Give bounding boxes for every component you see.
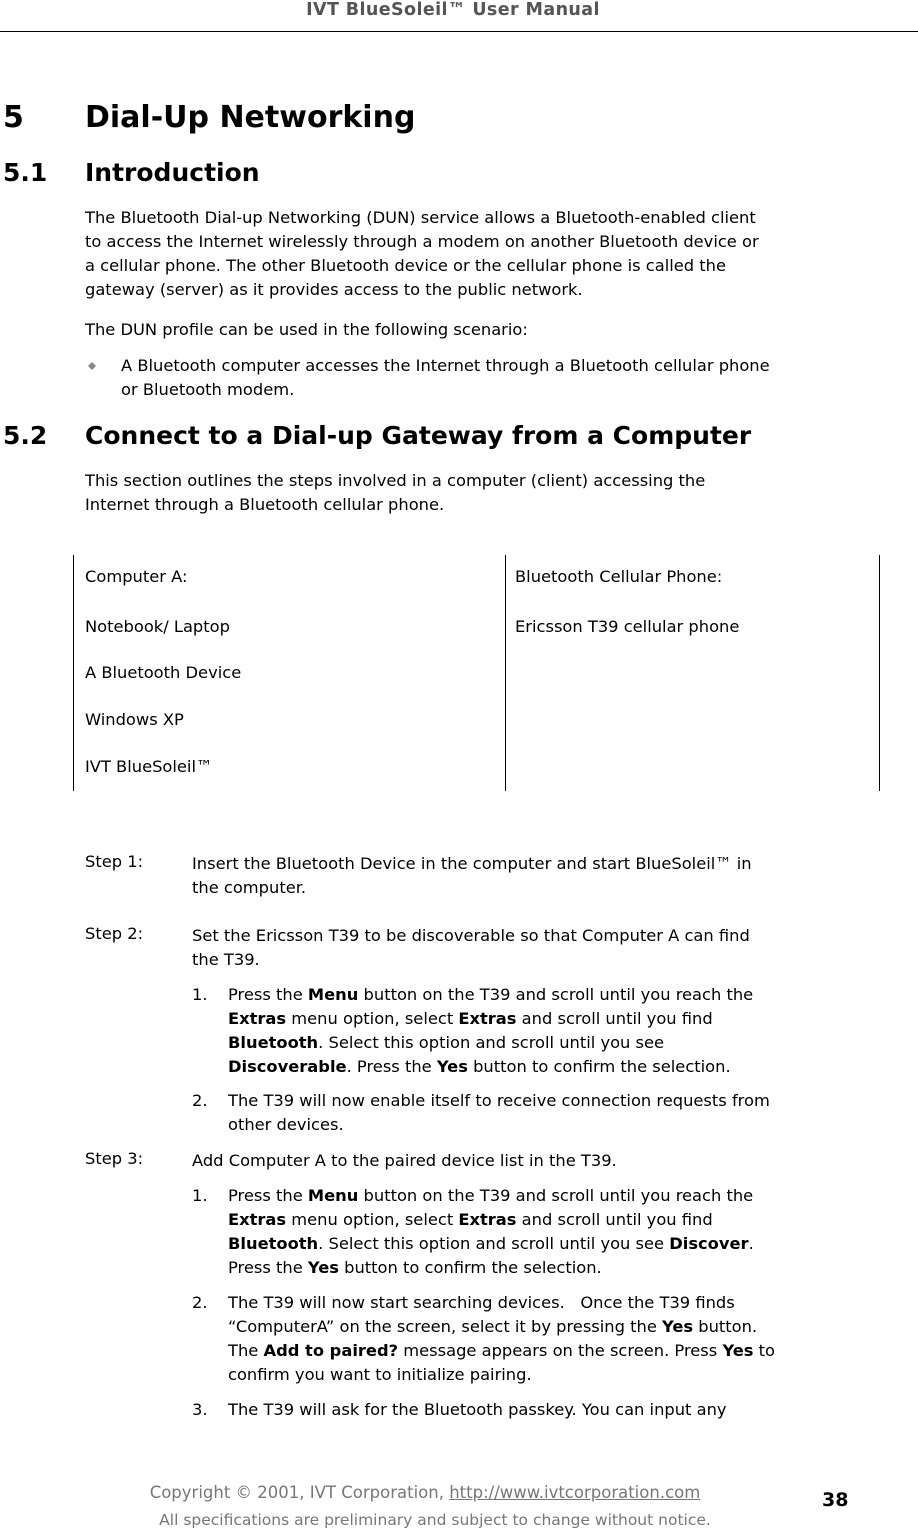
chapter-number: 5 [3,100,24,135]
table-cell: Notebook/ Laptop [85,617,230,636]
table-cell: Computer A: [85,567,188,586]
text-line: Insert the Bluetooth Device in the computer and start BlueSoleil™ in [192,854,752,873]
item-number: 3. [192,1400,208,1419]
text-line: Internet through a Bluetooth cellular phone. [85,495,445,514]
table-cell: Bluetooth Cellular Phone: [515,567,723,586]
item-number: 1. [192,985,208,1004]
text-line: gateway (server) as it provides access to the public network. [85,280,583,299]
section-number: 5.2 [3,421,48,450]
step-label: Step 2: [85,924,144,943]
chapter-title: Dial-Up Networking [85,100,416,135]
section-paragraph [85,469,905,517]
section-title: Introduction [85,158,260,187]
text-line: or Bluetooth modem. [121,380,295,399]
copyright-text: Copyright © 2001, IVT Corporation, [149,1483,450,1502]
item-number: 1. [192,1186,208,1205]
step-item [228,1291,878,1387]
text-line: a cellular phone. The other Bluetooth device or the cellular phone is called the [85,256,726,275]
step-label: Step 1: [85,852,144,871]
bullet-icon [88,362,96,370]
text-line: Bluetooth. Select this option and scroll until you see Discover. [228,1234,754,1253]
text-line: The T39 will now enable itself to receive connection requests from [228,1091,770,1110]
table-cell: A Bluetooth Device [85,663,242,682]
text-line: the computer. [192,878,307,897]
table-cell: Windows XP [85,710,184,729]
step-text: Add Computer A to the paired device list in the T39. [192,1151,617,1170]
text-line: Extras menu option, select Extras and scroll until you find [228,1210,713,1229]
text-line: The Bluetooth Dial-up Networking (DUN) service allows a Bluetooth-enabled client [85,208,756,227]
table-cell: IVT BlueSoleil™ [85,757,213,776]
text-line: The T39 will now start searching devices. Once the T39 finds [228,1293,735,1312]
step-label: Step 3: [85,1149,144,1168]
section-title: Connect to a Dial-up Gateway from a Computer [85,421,752,450]
step-item [228,1089,878,1137]
footer-copyright [0,1483,850,1502]
text-line: “ComputerA” on the screen, select it by pressing the Yes button. [228,1317,758,1336]
text-line: Set the Ericsson T39 to be discoverable so that Computer A can find [192,926,750,945]
table-border-right [879,555,880,791]
intro-paragraph [85,206,915,302]
bullet-item [121,354,911,402]
text-line: Discoverable. Press the Yes button to confirm the selection. [228,1057,731,1076]
section-number: 5.1 [3,158,48,187]
page-number: 38 [822,1489,849,1511]
text-line: This section outlines the steps involved in a computer (client) accessing the [85,471,706,490]
step-item [228,983,878,1079]
step-item: The T39 will ask for the Bluetooth passkey. You can input any [228,1400,727,1419]
step-item [228,1184,878,1280]
item-number: 2. [192,1091,208,1110]
item-number: 2. [192,1293,208,1312]
footer-notice: All specifications are preliminary and subject to change without notice. [159,1511,711,1529]
scenario-intro: The DUN profile can be used in the following scenario: [85,320,528,339]
text-line: The Add to paired? message appears on the screen. Press Yes to [228,1341,776,1360]
text-line: other devices. [228,1115,344,1134]
text-line: confirm you want to initialize pairing. [228,1365,532,1384]
text-line: Press the Menu button on the T39 and scroll until you reach the [228,1186,754,1205]
table-border-left [73,555,74,791]
text-line: Extras menu option, select Extras and scroll until you find [228,1009,713,1028]
step-text [192,852,882,900]
text-line: to access the Internet wirelessly through a modem on another Bluetooth device or [85,232,759,251]
table-cell: Ericsson T39 cellular phone [515,617,740,636]
page-header [0,0,918,32]
step-text [192,924,882,972]
company-link[interactable]: http://www.ivtcorporation.com [449,1483,701,1502]
text-line: the T39. [192,950,260,969]
text-line: Bluetooth. Select this option and scroll until you see [228,1033,665,1052]
text-line: A Bluetooth computer accesses the Internet through a Bluetooth cellular phone [121,356,770,375]
text-line: Press the Yes button to confirm the selection. [228,1258,602,1277]
table-border-middle [505,555,506,791]
header-title: IVT BlueSoleil™ User Manual [306,0,600,20]
text-line: Press the Menu button on the T39 and scroll until you reach the [228,985,754,1004]
